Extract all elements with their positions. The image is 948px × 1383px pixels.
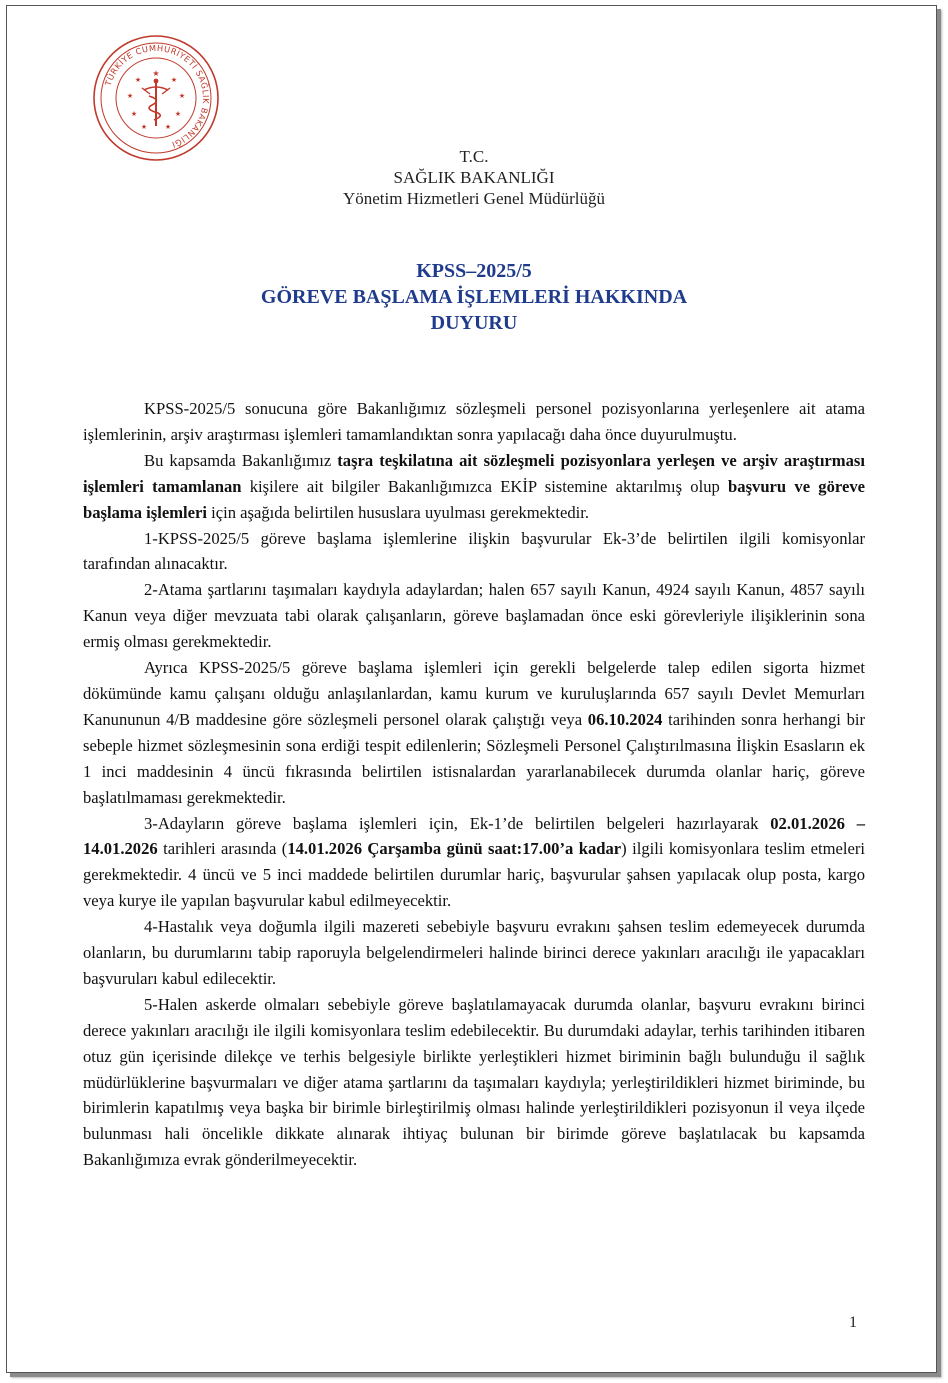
title-subject: GÖREVE BAŞLAMA İŞLEMLERİ HAKKINDA [260,286,688,308]
header-tc: T.C. [459,147,489,166]
svg-text:★: ★ [134,76,142,84]
document-header [0,146,948,209]
paragraph-4: 2-Atama şartlarını taşımaları kaydıyla adaylardan; halen 657 sayılı Kanun, 4924 sayılı Kanun, 4857 sayılı Kanun veya diğer mevzuata tabi olarak çalışanların, göreve başlamadan önce eski görevleriyle ilişiklerinin sona ermiş olması gerekmektedir. [83,580,865,652]
svg-text:TÜRKİYE CUMHURİYETİ SAĞLIK BAK: TÜRKİYE CUMHURİYETİ SAĞLIK BAKANLIĞI [102,42,212,151]
paragraph-6: 3-Adayların göreve başlama işlemleri için, Ek-1’de belirtilen belgeleri hazırlayarak 02.01.2026 – 14.01.2026 tarihleri arasında (14.01.2026 Çarşamba günü saat:17.00’a kadar) ilgili komisyonlara teslim etmeleri gerekmektedir. 4 üncü ve 5 inci maddede belirtilen durumlar hariç, başvurular şahsen yapılacak olup posta, kargo veya kurye ile yapılan başvurular kabul edilmeyecektir. [83,813,865,911]
document-body [83,396,865,1173]
paragraph-1: KPSS-2025/5 sonucuna göre Bakanlığımız sözleşmeli personel pozisyonlarına yerleşenlere ait atama işlemlerinin, arşiv araştırması işlemleri tamamlandıktan sonra yapılacağı daha önce duyurulmuştu. [83,399,865,444]
paragraph-3: 1-KPSS-2025/5 göreve başlama işlemlerine ilişkin başvurular Ek-3’de belirtilen ilgili komisyonlar tarafından alınacaktır. [83,528,865,574]
svg-text:★: ★ [170,76,178,84]
paragraph-7: 4-Hastalık veya doğumla ilgili mazereti sebebiyle başvuru evrakını şahsen teslim edemeyecek durumda olanların, bu durumlarını tabip raporuyla belgelendirmeleri halinde birinci derece yakınları aracılığı ile yapacakları başvuruları kabul edilecektir. [83,917,865,988]
paragraph-2: Bu kapsamda Bakanlığımız taşra teşkilatına ait sözleşmeli pozisyonlara yerleşen ve arşiv araştırması işlemleri tamamlanan kişilere ait bilgiler Bakanlığımızca EKİP sistemine aktarılmış olup başvuru ve göreve başlama işlemleri için aşağıda belirtilen hususlara uyulması gerekmektedir. [83,450,865,522]
header-directorate: Yönetim Hizmetleri Genel Müdürlüğü [342,189,606,208]
svg-text:★: ★ [152,69,160,78]
svg-text:★: ★ [130,110,138,118]
title-announcement: DUYURU [430,312,518,334]
svg-text:★: ★ [140,123,148,131]
page-number: 1 [849,1314,857,1331]
svg-text:★: ★ [178,92,186,100]
paragraph-5: Ayrıca KPSS-2025/5 göreve başlama işlemleri için gerekli belgelerde talep edilen sigorta hizmet dökümünde kamu çalışanı olduğu anlaşılanlardan, kamu kurum ve kuruluşlarında 657 sayılı Devlet Memurları Kanununun 4/B maddesine göre sözleşmeli personel olarak çalıştığı veya 06.10.2024 tarihinden sonra herhangi bir sebeple hizmet sözleşmesinin sona erdiği tespit edilenlerin; Sözleşmeli Personel Çalıştırılmasına İlişkin Esasların ek 1 inci maddesinin 4 üncü fıkrasında belirtilen istisnalardan yararlanabilecek durumda olanlar hariç, göreve başlatılmaması gerekmektedir. [83,658,865,807]
paragraph-8: 5-Halen askerde olmaları sebebiyle göreve başlatılamayacak durumda olanlar, başvuru evrakını birinci derece yakınları aracılığı ile ilgili komisyonlara teslim edebilecektir. Bu durumdaki adaylar, terhis tarihinden itibaren otuz gün içerisinde dilekçe ve terhis belgesiyle birlikte yerleştikleri hizmet biriminin bağlı bulunduğu il sağlık müdürlüklerine başvurmaları ve diğer atama şartlarını da taşımaları kaydıyla; yerleştirildikleri hizmet biriminde, bu birimlerin kapatılmış veya başka bir birimle birleştirilmiş olması halinde yerleştirildikleri pozisyonun il veya ilçede bulunması hali öncelikle dikkate alınarak ihtiyaç bulunan bir birimde göreve başlatılacak bu kapsamda Bakanlığımıza evrak gönderilmeyecektir. [83,994,865,1170]
header-ministry: SAĞLIK BAKANLIĞI [393,168,555,187]
svg-text:★: ★ [174,110,182,118]
document-title [0,258,948,336]
title-kpss: KPSS–2025/5 [416,260,532,282]
svg-text:★: ★ [126,92,134,100]
ministry-of-health-logo [92,34,220,162]
svg-text:★: ★ [164,123,172,131]
